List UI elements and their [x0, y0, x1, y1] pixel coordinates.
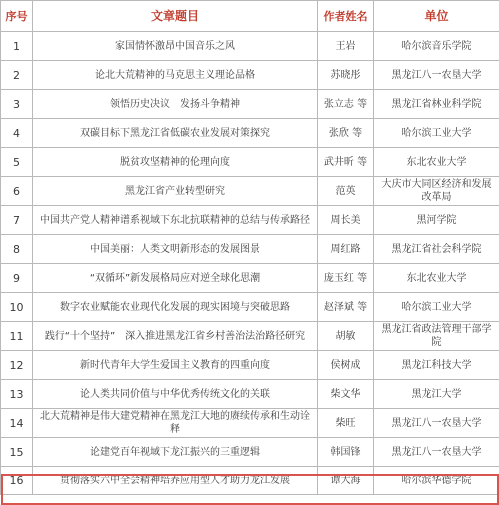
header-title: 文章题目 [33, 1, 318, 32]
row-number: 3 [1, 90, 33, 119]
table-row [1, 90, 499, 119]
row-unit: 黑龙江大学 [374, 380, 499, 409]
table-header-row [1, 1, 499, 32]
row-title: “双循环”新发展格局应对逆全球化思潮 [33, 264, 318, 293]
row-number: 16 [1, 467, 33, 495]
row-title: 论建党百年视域下龙江振兴的三重逻辑 [33, 438, 318, 467]
row-number: 4 [1, 119, 33, 148]
row-unit: 哈尔滨工业大学 [374, 293, 499, 322]
table-row [1, 264, 499, 293]
row-number: 10 [1, 293, 33, 322]
row-unit: 黑龙江省政法管理干部学院 [374, 322, 499, 351]
row-number: 5 [1, 148, 33, 177]
table-row [1, 206, 499, 235]
header-author: 作者姓名 [318, 1, 374, 32]
row-author: 武井昕 等 [318, 148, 374, 177]
table-row [1, 235, 499, 264]
row-author: 赵泽斌 等 [318, 293, 374, 322]
row-author: 王岩 [318, 32, 374, 61]
table-row [1, 438, 499, 467]
row-unit: 大庆市大同区经济和发展改革局 [374, 177, 499, 206]
row-unit: 东北农业大学 [374, 264, 499, 293]
row-unit: 哈尔滨音乐学院 [374, 32, 499, 61]
row-number: 1 [1, 32, 33, 61]
row-unit: 黑龙江八一农垦大学 [374, 409, 499, 438]
row-number: 15 [1, 438, 33, 467]
row-unit: 黑龙江八一农垦大学 [374, 61, 499, 90]
row-author: 周长美 [318, 206, 374, 235]
row-author: 范英 [318, 177, 374, 206]
table-row-highlighted [1, 467, 499, 495]
table-row [1, 380, 499, 409]
row-title: 黑龙江省产业转型研究 [33, 177, 318, 206]
row-number: 8 [1, 235, 33, 264]
table-row [1, 61, 499, 90]
row-author: 张欣 等 [318, 119, 374, 148]
row-title: 新时代青年大学生爱国主义教育的四重向度 [33, 351, 318, 380]
row-author: 胡敏 [318, 322, 374, 351]
table-row [1, 351, 499, 380]
row-title: 贯彻落实六中全会精神培养应用型人才助力龙江发展 [33, 467, 318, 495]
row-title: 践行“十个坚持” 深入推进黑龙江省乡村善治法治路径研究 [33, 322, 318, 351]
row-title: 中国共产党人精神谱系视域下东北抗联精神的总结与传承路径 [33, 206, 318, 235]
row-number: 13 [1, 380, 33, 409]
row-title: 中国美丽：人类文明新形态的发展图景 [33, 235, 318, 264]
row-unit: 哈尔滨工业大学 [374, 119, 499, 148]
row-unit: 哈尔滨华德学院 [374, 467, 499, 495]
row-number: 12 [1, 351, 33, 380]
row-unit: 黑龙江科技大学 [374, 351, 499, 380]
table-row [1, 148, 499, 177]
row-title: 脱贫攻坚精神的伦理向度 [33, 148, 318, 177]
table-row [1, 293, 499, 322]
row-title: 双碳目标下黑龙江省低碳农业发展对策探究 [33, 119, 318, 148]
table-row [1, 409, 499, 438]
row-author: 张立志 等 [318, 90, 374, 119]
row-title: 家国情怀激昂中国音乐之风 [33, 32, 318, 61]
row-author: 苏晓彤 [318, 61, 374, 90]
row-number: 2 [1, 61, 33, 90]
row-number: 11 [1, 322, 33, 351]
row-unit: 黑龙江八一农垦大学 [374, 438, 499, 467]
table-row [1, 32, 499, 61]
row-title: 论北大荒精神的马克思主义理论品格 [33, 61, 318, 90]
row-title: 数字农业赋能农业现代化发展的现实困境与突破思路 [33, 293, 318, 322]
row-unit: 黑河学院 [374, 206, 499, 235]
row-number: 7 [1, 206, 33, 235]
table-row [1, 119, 499, 148]
header-number: 序号 [1, 1, 33, 32]
row-unit: 黑龙江省林业科学院 [374, 90, 499, 119]
row-author: 柴旺 [318, 409, 374, 438]
row-unit: 东北农业大学 [374, 148, 499, 177]
row-author: 谭大海 [318, 467, 374, 495]
row-title: 领悟历史决议 发扬斗争精神 [33, 90, 318, 119]
row-number: 9 [1, 264, 33, 293]
row-unit: 黑龙江省社会科学院 [374, 235, 499, 264]
row-author: 庞玉红 等 [318, 264, 374, 293]
row-author: 韩国锋 [318, 438, 374, 467]
row-number: 14 [1, 409, 33, 438]
row-author: 侯树成 [318, 351, 374, 380]
row-title: 北大荒精神是伟大建党精神在黑龙江大地的赓续传承和生动诠释 [33, 409, 318, 438]
table-row [1, 322, 499, 351]
row-number: 6 [1, 177, 33, 206]
row-author: 周红路 [318, 235, 374, 264]
header-unit: 单位 [374, 1, 499, 32]
row-author: 柴文华 [318, 380, 374, 409]
row-title: 论人类共同价值与中华优秀传统文化的关联 [33, 380, 318, 409]
table-row [1, 177, 499, 206]
